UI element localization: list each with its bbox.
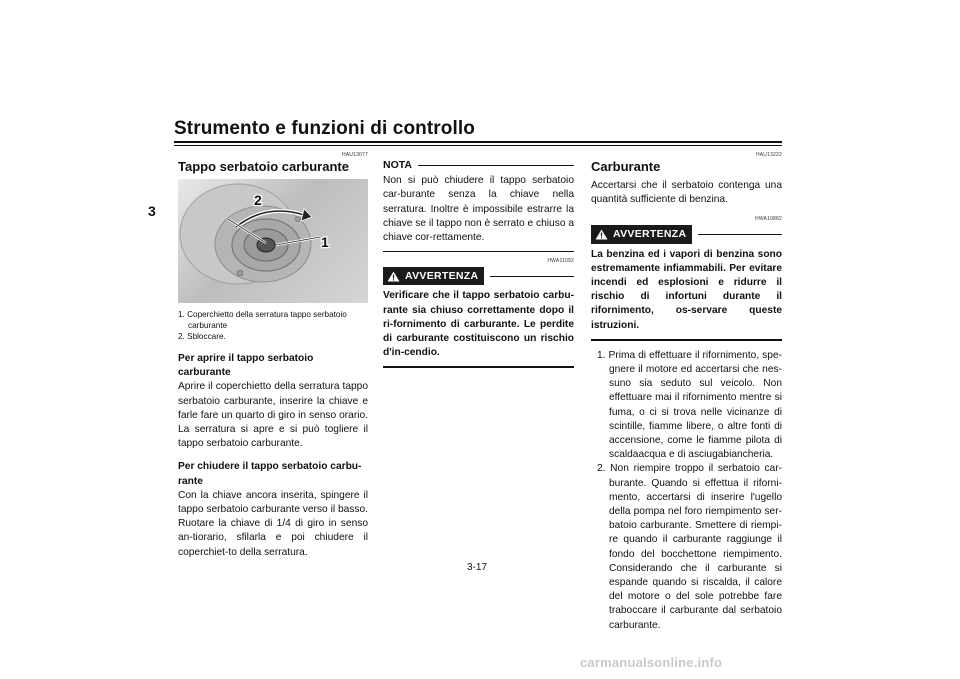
page-number: 3-17 xyxy=(467,562,488,573)
caption-item: 2. Sbloccare. xyxy=(178,332,226,341)
warning-badge xyxy=(591,225,692,243)
figure-label-1: 1 xyxy=(321,234,329,250)
section-code: HAU13077 xyxy=(341,152,368,158)
header-rule-thin xyxy=(174,145,782,146)
section-title: Tappo serbatoio carburante xyxy=(178,159,349,174)
section-title: Carburante xyxy=(591,159,661,174)
warning-label: AVVERTENZA xyxy=(613,228,687,241)
warning-rule xyxy=(490,276,574,277)
figure-captions xyxy=(178,309,368,342)
fuel-steps xyxy=(591,349,782,633)
column-fuel-cap xyxy=(178,152,368,569)
warning-text: Verificare che il tappo serbatoio carbu-rante sia chiuso correttamente dopo il ri-fornimento di carburante. Le perdite di carburante costituiscono un rischio d'in-cendio. xyxy=(383,290,574,359)
warning-triangle-icon xyxy=(387,271,400,282)
warning-code: HWA10882 xyxy=(755,216,782,223)
warning-end-rule xyxy=(383,366,574,368)
open-text: Aprire il coperchietto della serratura tappo serbatoio carburante, inserire la chiave e farle fare un quarto di giro in senso orario. La serratura si apre e si può togliere il tappo serbatoio carburante. xyxy=(178,381,368,450)
warning-badge xyxy=(383,267,484,285)
warning-text: La benzina ed i vapori di benzina sono estremamente infiammabili. Per evitare incendi ed esplosioni e ridurre il rischio di infortuni durante il rifornimento, os-servare queste istruzioni. xyxy=(591,248,782,331)
warning-code: HWA11092 xyxy=(547,258,574,265)
column-fuel xyxy=(591,152,782,633)
close-heading: Per chiudere il tappo serbatoio carbu-rante xyxy=(178,461,362,487)
close-text: Con la chiave ancora inserita, spingere il tappo serbatoio carburante verso il basso. Ruotare la chiave di 1/4 di giro in senso an-tiorario, sfilarla e poi chiudere il coperchiet-to della serratura. xyxy=(178,489,368,558)
list-item: 2. Non riempire troppo il serbatoio car-burante. Quando si effettua il riforni-mento, accertarsi di inserire l'ugello della pompa nel foro riempimento ser-batoio carburante. Smettere di riempi-re quando il carburante raggiunge il fondo del bocchettone riempimento. Considerando che il carburante si espande quando si riscalda, il calore del motore o del sole potrebbe fare traboccare il carburante dal serbatoio carburante. xyxy=(597,463,782,631)
nota-header xyxy=(383,158,574,172)
figure-label-2: 2 xyxy=(254,192,262,208)
warning-end-rule xyxy=(591,339,782,341)
header-rule xyxy=(174,141,782,143)
nota-rule xyxy=(418,165,574,166)
warning-header xyxy=(591,225,782,243)
warning-header xyxy=(383,267,574,285)
fuel-intro: Accertarsi che il serbatoio contenga una quantità sufficiente di benzina. xyxy=(591,180,782,206)
caption-item: 1. Coperchietto della serratura tappo serbatoio carburante xyxy=(178,310,347,330)
warning-triangle-icon xyxy=(595,229,608,240)
warning-rule xyxy=(698,234,782,235)
fuel-cap-figure xyxy=(178,179,368,303)
chapter-tab: 3 xyxy=(148,203,156,219)
nota-text: Non si può chiudere il tappo serbatoio car-burante senza la chiave nella serratura. Inoltre è impossibile estrarre la chiave se il tappo non è serrato e chiuso a chiave cor-rettamente. xyxy=(383,175,574,244)
warning-label: AVVERTENZA xyxy=(405,270,479,283)
nota-label: NOTA xyxy=(383,159,412,171)
list-item: 1. Prima di effettuare il rifornimento, spe-gnere il motore ed accertarsi che nes-suno sia seduto sul veicolo. Non effettuare mai il rifornimento mentre si fuma, o ci si trova nelle vicinanze di scintille, fiamme libere, o altre fonti di accensione, come le fiamme pilota di scaldaacqua e di asciugabiancheria. xyxy=(597,349,782,461)
footer-watermark: carmanualsonline.info xyxy=(580,655,723,670)
page-title: Strumento e funzioni di controllo xyxy=(174,118,475,139)
column-notes xyxy=(383,152,574,376)
nota-end-rule xyxy=(383,251,574,252)
section-code: HAU13222 xyxy=(755,152,782,158)
open-heading: Per aprire il tappo serbatoio carburante xyxy=(178,353,314,379)
